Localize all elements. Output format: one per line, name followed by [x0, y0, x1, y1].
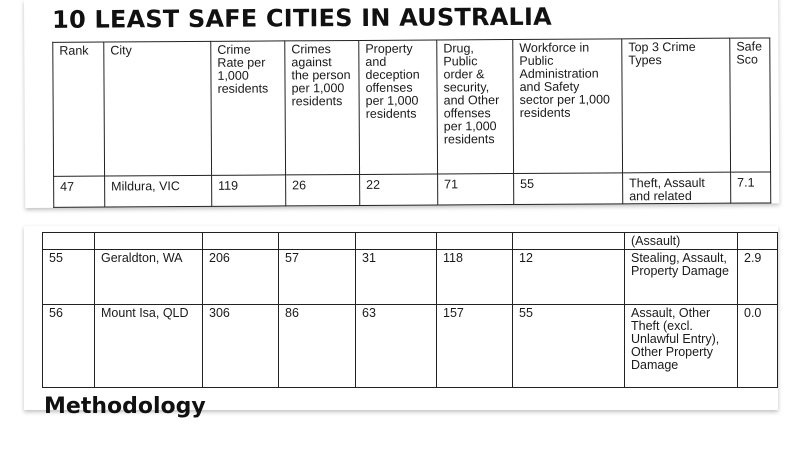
methodology-heading: Methodology [44, 394, 206, 419]
cell-city: Mount Isa, QLD [95, 305, 203, 388]
col-crime-rate: Crime Rate per 1,000 residents [211, 41, 286, 175]
col-drug: Drug, Public order & security, and Other offenses per 1,000 residents [437, 40, 514, 174]
cell-drug: 118 [437, 250, 513, 305]
table-bottom-fragment [24, 226, 778, 419]
table-row [54, 172, 771, 207]
cell-property: 31 [356, 250, 437, 305]
col-property: Property and deception offenses per 1,000 residents [359, 40, 438, 174]
cell-top3: (Assault) [625, 233, 738, 250]
cell-score: 2.9 [738, 250, 778, 305]
col-person: Crimes against the person per 1,000 residents [285, 40, 360, 174]
cities-table-rows [42, 232, 778, 388]
table-row [43, 233, 778, 250]
cell-crime-rate: 119 [212, 175, 286, 206]
cell-workforce: 12 [513, 250, 625, 305]
table-row [43, 305, 778, 388]
cell-rank: 47 [54, 176, 105, 207]
table-row [43, 250, 778, 305]
cell-city: Geraldton, WA [95, 250, 203, 305]
cell-score: 7.1 [731, 172, 771, 203]
cell-score: 0.0 [738, 305, 778, 388]
col-city: City [104, 41, 212, 176]
col-workforce: Workforce in Public Administration and Safety sector per 1,000 residents [513, 39, 623, 174]
cell-rank: 55 [43, 250, 95, 305]
cell-rank: 56 [43, 305, 95, 388]
cell-top3: Assault, Other Theft (excl. Unlawful Entry), Other Property Damage [625, 305, 738, 388]
col-score: Safe Sco [730, 38, 771, 172]
cities-table-header [52, 37, 771, 207]
cell-property: 63 [356, 305, 437, 388]
cell-drug: 71 [438, 174, 514, 205]
cell-property: 22 [360, 174, 438, 205]
page-title: 10 LEAST SAFE CITIES IN AUSTRALIA [52, 2, 552, 34]
table-top-fragment [24, 0, 779, 208]
col-top3: Top 3 Crime Types [622, 38, 731, 173]
cell-person: 86 [279, 305, 356, 388]
cut-off-heading [44, 394, 344, 419]
cell-person: 57 [279, 250, 356, 305]
table-header-row [53, 38, 771, 176]
cell-workforce: 55 [514, 173, 623, 205]
cell-top3: Theft, Assault and related [623, 172, 731, 204]
cell-drug: 157 [437, 305, 513, 388]
cell-workforce: 55 [513, 305, 625, 388]
cell-crime-rate: 206 [203, 250, 279, 305]
cell-top3: Stealing, Assault, Property Damage [625, 250, 738, 305]
col-rank: Rank [53, 42, 105, 176]
cell-crime-rate: 306 [203, 305, 279, 388]
cell-person: 26 [286, 174, 360, 205]
cell-city: Mildura, VIC [105, 175, 212, 207]
